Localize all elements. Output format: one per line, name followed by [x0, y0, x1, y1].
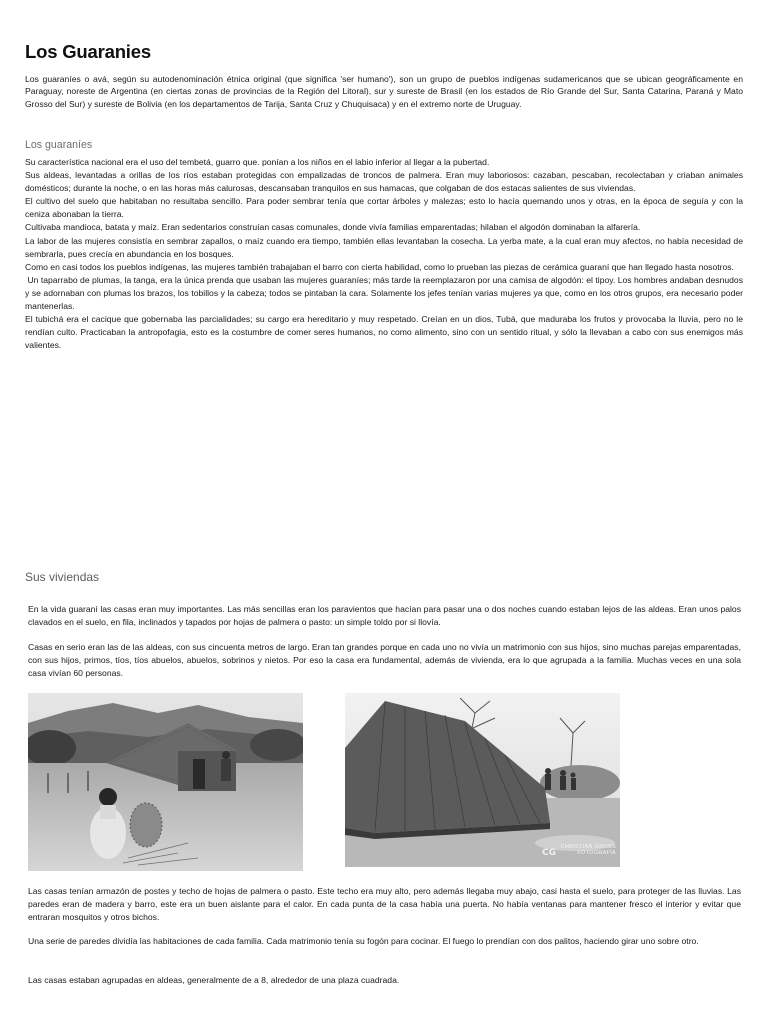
paragraph: Su característica nacional era el uso del tembetá, guarro que. ponían a los niños en el labio inferior al llegar a la pubertad.	[25, 157, 490, 167]
photo-logo: CG	[542, 848, 556, 858]
viviendas-paragraph-2: Casas en serio eran las de las aldeas, con sus cincuenta metros de largo. Eran tan grandes porque en cada uno no vivía un matrimonio con sus hijos, sino muchas parejas emparentadas, con sus hijos, primos, tíos, tíos abuelos, abuelos, sobrinos y nietos. Por eso la casa era fundamental, además de vivienda, era lo que agrupada a la familia. Muchas veces en una sola casa vivían 60 personas.	[28, 642, 741, 678]
paragraph: Un taparrabo de plumas, la tanga, era la única prenda que usaban las mujeres guaraníes; más tarde la reemplazaron por una camisa de algodón: el tipoy. Los hombres andaban desnudos y se adornaban con plumas los brazos, los tobillos y la cabeza; todos se pintaban la cara. Solamente los jefes tenían varias mujeres ya que, como en los otros grupos, era necesario poder mantenerlas.	[25, 274, 746, 312]
section-guaranies-body	[25, 156, 746, 352]
paragraph: La labor de las mujeres consistía en sembrar zapallos, o maíz cuando era tiempo, también ellas levantaban la cosecha. La yerba mate, a la cual eran muy afectos, no había necesidad de sembrarla, pues crecía en abundancia en los bosques.	[25, 235, 743, 259]
photo-woman-weaving	[28, 693, 303, 871]
viviendas-paragraph-1: En la vida guaraní las casas eran muy importantes. Las más sencillas eran los paravientos que hacían para pasar una o dos noches cuando estaban lejos de las aldeas. Eran unos palos clavados en el suelo, en fila, inclinados y tapados por hojas de palmera o pasto: un simple toldo por si llovía.	[28, 604, 741, 627]
photo-thatched-longhouse	[345, 693, 620, 867]
paragraph: Sus aldeas, levantadas a orillas de los ríos estaban protegidas con empalizadas de troncos de palmera. Eran muy laboriosos: cazaban, pescaban, recolectaban y criaban animales domésticos; durante la noche, o en las horas más calurosas, descansaban tranquilos en sus hamacas, que colgaban de dos estacas salientes de sus viviendas.	[25, 170, 743, 194]
photo-credit-label: FOTOGRAFÍA	[577, 850, 616, 856]
page-title: Los Guaranies	[25, 41, 151, 62]
paragraph: El tubichá era el cacique que gobernaba las parcialidades; su cargo era hereditario y muy respetado. Creían en un dios, Tubá, que maduraba los frutos y provocaba la lluvia, pero no le rendían culto. Practicaban la antropofagia, esto es la costumbre de comer seres humanos, no como alimento, sino con un sentido ritual, y sólo la llevaban a cabo con sus enemigos más valientes.	[25, 314, 743, 351]
viviendas-paragraph-5: Las casas estaban agrupadas en aldeas, generalmente de a 8, alrededor de una plaza cuadrada.	[28, 975, 400, 985]
viviendas-paragraph-3: Las casas tenían armazón de postes y techo de hojas de palmera o pasto. Este techo era muy alto, pero además llegaba muy abajo, casi hasta el suelo, para proteger de las lluvias. Las paredes eran de madera y barro, este era un buen aislante para el calor. En cada punta de la casa había una puerta. No había ventanas para mantener fresco el interior y evitar que entraran mosquitos y otros bichos.	[28, 886, 741, 922]
paragraph: Cultivaba mandioca, batata y maíz. Eran sedentarios construían casas comunales, donde vivía familias emparentadas; hilaban el algodón dominaban la alfarería.	[25, 222, 641, 233]
paragraph: Como en casi todos los pueblos indígenas, las mujeres también trabajaban el barro con cierta habilidad, como lo prueban las piezas de cerámica guaraní que han llegado hasta nosotros.	[25, 261, 734, 272]
section-heading-guaranies: Los guaraníes	[25, 139, 93, 151]
intro-paragraph: Los guaraníes o avá, según su autodenominación étnica original (que significa 'ser humano'), son un grupo de pueblos indígenas sudamericanos que se ubican geográficamente en Paraguay, noreste de Argentina (en ciertas zonas de provincias de la Región del Litoral), sur y sureste de Brasil (en los estados de Río Grande del Sur, Santa Catarina, Paraná y Mato Grosso del Sur) y sureste de Bolivia (en los departamentos de Tarija, Santa Cruz y Chuquisaca) y en el extremo norte de Uruguay.	[25, 74, 743, 109]
photo-credit	[550, 844, 616, 856]
photo-credit-name: CHRISTIAN GROSS	[560, 844, 616, 850]
viviendas-paragraph-4: Una serie de paredes dividía las habitaciones de cada familia. Cada matrimonio tenía su fogón para cocinar. El fuego lo prendían con dos palitos, haciendo girar uno sobre otro.	[28, 936, 699, 946]
paragraph: El cultivo del suelo que habitaban no resultaba sencillo. Para poder sembrar tenía que cortar árboles y malezas; esto lo hacía quemando unos y otras, en la época de seguía y con la ceniza abonaban la tierra.	[25, 196, 743, 220]
section-heading-viviendas: Sus viviendas	[25, 570, 100, 584]
